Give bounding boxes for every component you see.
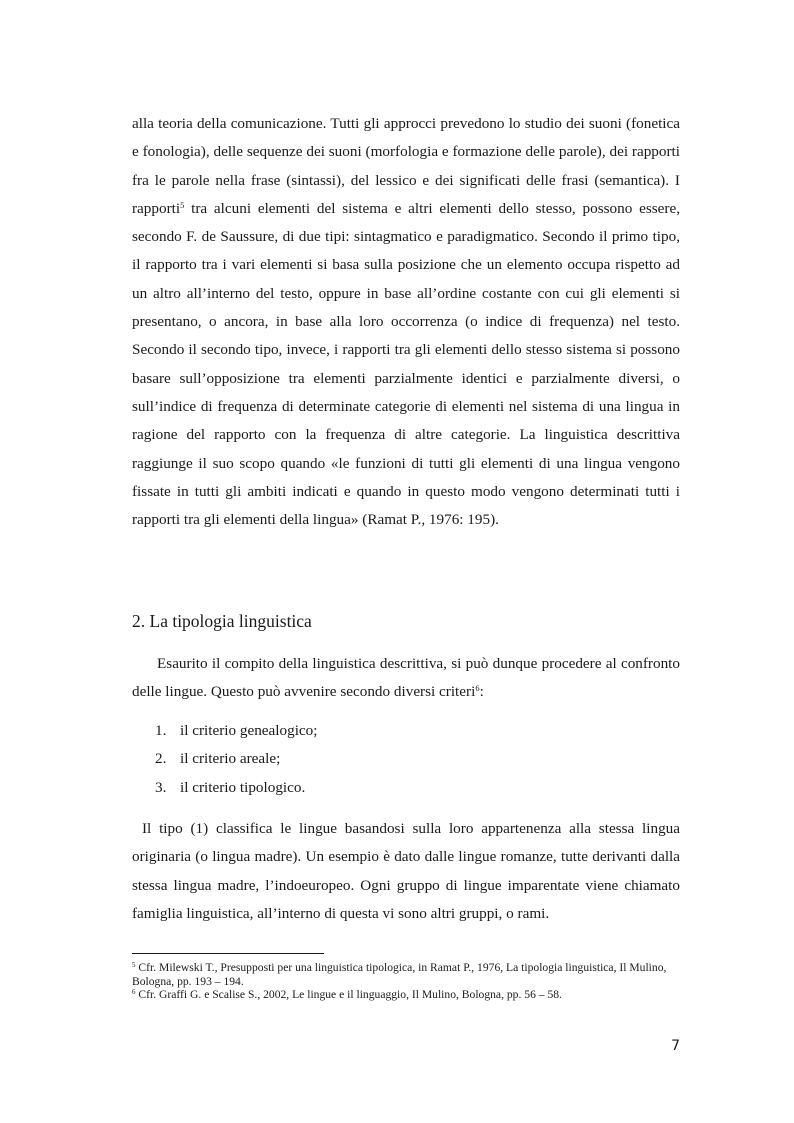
footnote-reference-6[interactable]: 6 [475, 683, 480, 694]
footnote-mark: 5 [132, 961, 136, 969]
paragraph-end: : [479, 683, 484, 701]
list-number: 3. [155, 778, 167, 796]
body-paragraph-3: Il tipo (1) classifica le lingue basandosi sulla loro appartenenza alla stessa lingua originaria (o lingua madre). Un esempio è dato dalle lingue romanze, tutte derivanti dalla stessa lingua madre, l’indoeuropeo. Ogni gruppo di lingue imparentate viene chiamato famiglia linguistica, all’interno di questa vi sono altri gruppi, o rami. [132, 820, 680, 922]
footnote-reference-5[interactable]: 5 [180, 199, 185, 210]
list-item [155, 745, 317, 773]
list-item-text: il criterio areale; [180, 750, 281, 768]
footnote-mark: 6 [132, 988, 136, 997]
footnotes [132, 961, 680, 1002]
section-heading: 2. La tipologia linguistica [132, 611, 312, 631]
list-item-text: il criterio genealogico; [180, 722, 318, 739]
page-number: 7 [671, 1038, 680, 1054]
paragraph-text-continued: tra alcuni elementi del sistema e altri elementi dello stesso, possono essere, secondo F. de Saussure, di due tipi: sintagmatico e paradigmatico. Secondo il primo tipo, il rapporto tra i vari elementi si basa sulla posizione che un elemento occupa rispetto ad un altro all’interno del testo, oppure in base all’ordine costante con cui gli elementi si presentano, o ancora, in base alla loro occorrenza (o indice di frequenza) nel testo. Secondo il secondo tipo, invece, i rapporti tra gli elementi dello stesso sistema si possono basare sull’opposizione tra elementi parzialmente identici e parzialmente diversi, o sull’indice di frequenza di determinate categorie di elementi nel sistema di una lingua in ragione del rapporto con la frequenza di altre categorie. La linguistica descrittiva raggiunge il suo scopo quando «le funzioni di tutti gli elementi di una lingua vengono fissate in tutti gli ambiti indicati e quando in questo modo vengono determinati tutti i rapporti tra gli elementi della lingua» (Ramat P., 1976: 195). [132, 199, 680, 529]
paragraph-text: Esaurito il compito della linguistica descrittiva, si può dunque procedere al confronto delle lingue. Questo può avvenire secondo diversi criteri [132, 655, 680, 701]
paragraph-text: alla teoria della comunicazione. Tutti gli approcci prevedono lo studio dei suoni (fonetica e fonologia), delle sequenze dei suoni (morfologia e formazione delle parole), dei rapporti fra le parole nella frase (sintassi), del lessico e dei significati delle frasi (semantica). I rapporti [132, 115, 680, 217]
list-item [155, 717, 317, 745]
list-item [155, 774, 317, 802]
footnote-divider [132, 953, 324, 954]
body-paragraph-1 [132, 110, 680, 534]
list-number: 1. [155, 722, 167, 739]
criteria-list [155, 717, 317, 802]
footnote-6 [132, 988, 680, 1002]
footnote-text: Cfr. Milewski T., Presupposti per una linguistica tipologica, in Ramat P., 1976, La tipologia linguistica, Il Mulino, Bologna, pp. 193 – 194. [132, 961, 667, 988]
footnote-5 [132, 961, 680, 988]
list-number: 2. [155, 750, 167, 768]
footnote-text: Cfr. Graffi G. e Scalise S., 2002, Le lingue e il linguaggio, Il Mulino, Bologna, pp. 56 – 58. [135, 988, 562, 1002]
list-item-text: il criterio tipologico. [180, 778, 306, 796]
body-paragraph-2 [132, 650, 680, 707]
